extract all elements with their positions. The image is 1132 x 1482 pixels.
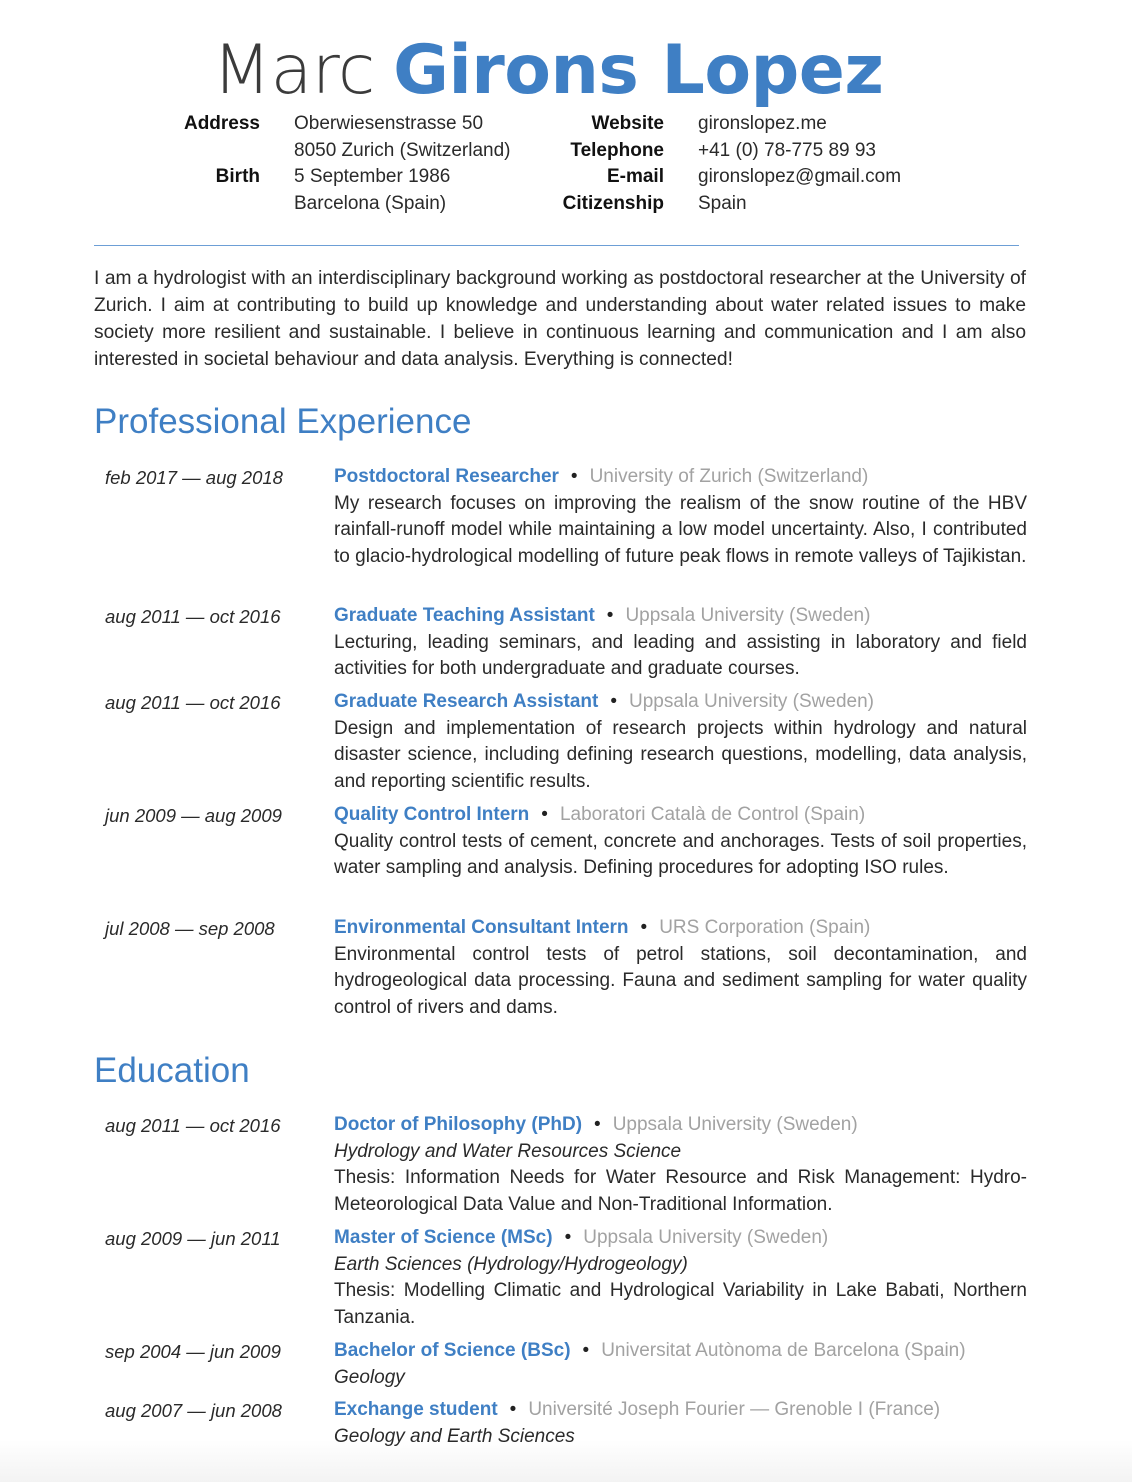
citizenship-label: Citizenship xyxy=(562,193,664,215)
entry-organization: Uppsala University (Sweden) xyxy=(583,1227,829,1248)
address-label: Address xyxy=(183,113,260,134)
entry-description: Design and implementation of research projects within hydrology and natural disaster science, including defining research questions, modelling, data analysis, and reporting scientific results. xyxy=(334,717,1027,793)
entry-field: Geology xyxy=(334,1366,405,1388)
entry-date: aug 2009 — jun 2011 xyxy=(105,1228,281,1249)
telephone-value: +41 (0) 78-775 89 93 xyxy=(698,139,876,161)
contact-info-right xyxy=(540,111,901,218)
entry-organization: URS Corporation (Spain) xyxy=(659,917,871,938)
entry-heading xyxy=(334,1397,1027,1424)
telephone-label: Telephone xyxy=(570,139,664,161)
entry-body xyxy=(334,802,1027,882)
entry-organization: Université Joseph Fourier — Grenoble I (France) xyxy=(528,1399,941,1420)
entry-organization: Uppsala University (Sweden) xyxy=(612,1114,858,1135)
entry-date: sep 2004 — jun 2009 xyxy=(105,1341,281,1362)
entry-title: Graduate Research Assistant xyxy=(334,691,599,712)
birth-place: Barcelona (Spain) xyxy=(294,193,447,215)
entry-thesis: Thesis: Modelling Climatic and Hydrological Variability in Lake Babati, Northern Tanzania. xyxy=(334,1280,1027,1329)
entry-description: Environmental control tests of petrol stations, soil decontamination, and hydrogeological data processing. Fauna and sediment sampling for water quality control of rivers and dams. xyxy=(334,943,1027,1019)
entry-heading xyxy=(334,915,1027,942)
entry-thesis: Thesis: Information Needs for Water Resource and Risk Management: Hydro-Meteorological Data Value and Non-Traditional Information. xyxy=(334,1167,1027,1216)
address-line-2: 8050 Zurich (Switzerland) xyxy=(294,139,511,161)
section-title-experience: Professional Experience xyxy=(94,402,472,441)
entry-date: aug 2007 — jun 2008 xyxy=(105,1400,282,1421)
entry-field: Hydrology and Water Resources Science xyxy=(334,1140,682,1162)
entry-body xyxy=(334,689,1027,796)
entry-date: aug 2011 — oct 2016 xyxy=(105,1115,281,1136)
entry-body xyxy=(334,915,1027,1022)
entry-title: Environmental Consultant Intern xyxy=(334,917,629,938)
entry-description: Quality control tests of cement, concrete and anchorages. Tests of soil properties, water sampling and analysis. Defining procedures for adopting ISO rules. xyxy=(334,830,1027,879)
entry-separator: • xyxy=(541,804,548,825)
entry-separator: • xyxy=(582,1340,590,1361)
entry-description: My research focuses on improving the realism of the snow routine of the HBV rainfall-runoff model while maintaining a low model uncertainty. Also, I contributed to glacio-hydrological modelling of future peak flows in remote valleys of Tajikistan. xyxy=(334,492,1027,568)
cv-name xyxy=(0,30,1096,111)
entry-body xyxy=(334,603,1027,683)
entry-description: Lecturing, leading seminars, and leading and assisting in laboratory and field activities for both undergraduate and graduate courses. xyxy=(334,631,1027,680)
entry-organization: Uppsala University (Sweden) xyxy=(625,605,871,626)
entry-heading xyxy=(334,603,1027,630)
contact-row xyxy=(150,111,510,138)
entry-heading xyxy=(334,689,1027,716)
email-link[interactable]: gironslopez@gmail.com xyxy=(698,166,902,188)
entry-body xyxy=(334,1112,1027,1219)
entry-body xyxy=(334,1225,1027,1332)
birth-label: Birth xyxy=(215,166,260,188)
entry-separator: • xyxy=(570,466,578,487)
entry-separator: • xyxy=(606,605,614,626)
entry-separator: • xyxy=(610,691,618,712)
entry-field: Geology and Earth Sciences xyxy=(334,1425,575,1447)
email-label: E-mail xyxy=(606,166,664,188)
entry-heading xyxy=(334,1112,1027,1139)
entry-organization: Uppsala University (Sweden) xyxy=(629,691,875,712)
entry-heading xyxy=(334,1225,1027,1252)
contact-info-left xyxy=(150,111,510,218)
entry-title: Quality Control Intern xyxy=(334,804,530,825)
website-link[interactable]: gironslopez.me xyxy=(698,113,827,134)
contact-row xyxy=(540,111,901,138)
contact-row xyxy=(540,138,901,165)
entry-separator: • xyxy=(509,1399,517,1420)
last-name: Girons Lopez xyxy=(393,31,884,110)
entry-title: Postdoctoral Researcher xyxy=(334,466,559,487)
entry-date: feb 2017 — aug 2018 xyxy=(105,467,283,488)
birth-label-empty xyxy=(150,191,260,218)
website-label: Website xyxy=(591,113,664,134)
entry-date: jun 2009 — aug 2009 xyxy=(105,805,282,826)
entry-separator: • xyxy=(640,917,648,938)
entry-title: Master of Science (MSc) xyxy=(334,1227,553,1248)
entry-heading xyxy=(334,464,1027,491)
entry-organization: Laboratori Català de Control (Spain) xyxy=(559,804,866,825)
citizenship-value: Spain xyxy=(698,193,747,215)
summary-paragraph xyxy=(94,265,1026,373)
entry-title: Doctor of Philosophy (PhD) xyxy=(334,1114,583,1135)
entry-date: jul 2008 — sep 2008 xyxy=(105,918,275,939)
birth-date: 5 September 1986 xyxy=(294,166,451,188)
entry-body xyxy=(334,464,1027,571)
first-name: Marc xyxy=(212,31,375,110)
header-divider xyxy=(94,245,1019,246)
contact-row xyxy=(150,191,510,218)
contact-row xyxy=(540,191,901,218)
entry-organization: University of Zurich (Switzerland) xyxy=(589,466,869,487)
address-label-empty xyxy=(150,138,260,165)
entry-field: Earth Sciences (Hydrology/Hydrogeology) xyxy=(334,1253,688,1275)
entry-heading xyxy=(334,802,1027,829)
entry-separator: • xyxy=(594,1114,601,1135)
contact-row xyxy=(150,164,510,191)
entry-body xyxy=(334,1338,1027,1391)
contact-row xyxy=(540,164,901,191)
entry-heading xyxy=(334,1338,1027,1365)
summary-text: I am a hydrologist with an interdisciplinary background working as postdoctoral researcher at the University of Zurich. I aim at contributing to build up knowledge and understanding about water related issues to make society more resilient and sustainable. I believe in continuous learning and communication and I am also interested in societal behaviour and data analysis. Everything is connected! xyxy=(94,268,1026,370)
contact-row xyxy=(150,138,510,165)
entry-date: aug 2011 — oct 2016 xyxy=(105,606,281,627)
entry-title: Bachelor of Science (BSc) xyxy=(334,1340,571,1361)
section-title-education: Education xyxy=(94,1051,250,1090)
address-line-1: Oberwiesenstrasse 50 xyxy=(294,113,484,134)
entry-organization: Universitat Autònoma de Barcelona (Spain) xyxy=(601,1340,966,1361)
entry-date: aug 2011 — oct 2016 xyxy=(105,692,281,713)
entry-title: Exchange student xyxy=(334,1399,498,1420)
entry-title: Graduate Teaching Assistant xyxy=(334,605,595,626)
entry-separator: • xyxy=(564,1227,572,1248)
entry-body xyxy=(334,1397,1027,1450)
